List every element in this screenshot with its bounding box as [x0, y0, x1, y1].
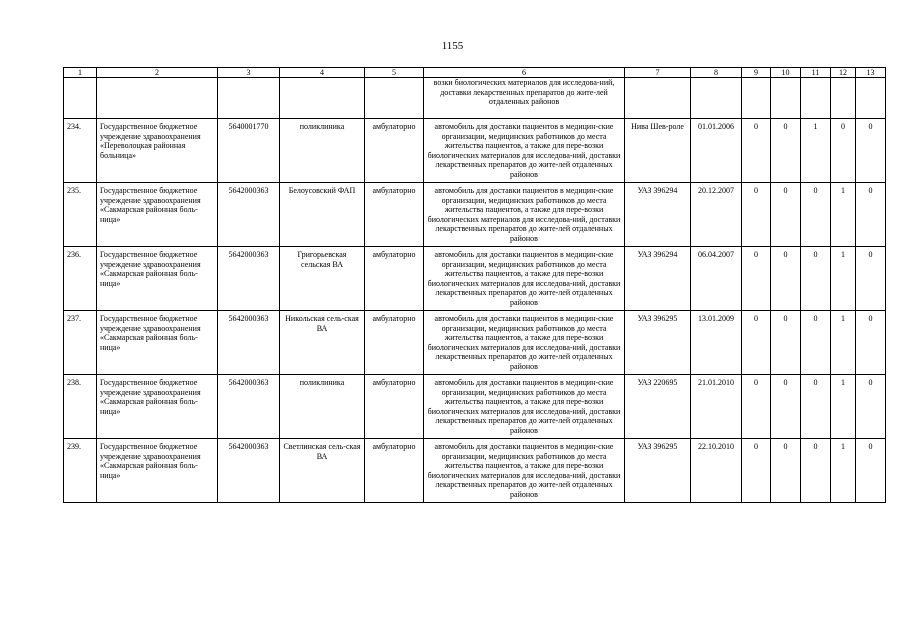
- column-header: 6: [424, 68, 625, 78]
- count-cell: 0: [856, 439, 886, 503]
- unit-cell: поликлиника: [280, 119, 365, 183]
- inn-cell: 5640001770: [218, 119, 280, 183]
- table-row: [64, 183, 886, 247]
- mode-cell: амбулаторно: [365, 375, 424, 439]
- vehicle-cell: УАЗ 396295: [625, 311, 691, 375]
- count-cell: 1: [831, 183, 856, 247]
- organization-cell: Государственное бюджетное учреждение здравоохранения «Сакмарская районная боль-ница»: [97, 375, 218, 439]
- mode-cell: амбулаторно: [365, 119, 424, 183]
- count-cell: 0: [801, 375, 831, 439]
- column-header: 5: [365, 68, 424, 78]
- purpose-cell: автомобиль для доставки пациентов в медицин-ские организации, медицинских работников до места жительства пациентов, а также для пере-возки биологических материалов для исследова-ний, доставки лекарственных препаратов до жите-лей отдаленных районов: [424, 247, 625, 311]
- unit-cell: Григорьевская сельская ВА: [280, 247, 365, 311]
- organization-cell: Государственное бюджетное учреждение здравоохранения «Сакмарская районная боль-ница»: [97, 311, 218, 375]
- organization-cell: Государственное бюджетное учреждение здравоохранения «Сакмарская районная боль-ница»: [97, 247, 218, 311]
- table-row: [64, 311, 886, 375]
- column-header: 3: [218, 68, 280, 78]
- date-cell: 06.04.2007: [691, 247, 742, 311]
- row-number-cell: 236.: [64, 247, 97, 311]
- vehicle-cell: УАЗ 396294: [625, 247, 691, 311]
- count-cell: 1: [831, 247, 856, 311]
- table-row: [64, 375, 886, 439]
- count-cell: 0: [742, 439, 771, 503]
- row-number-cell: 234.: [64, 119, 97, 183]
- mode-cell: амбулаторно: [365, 311, 424, 375]
- column-header: 11: [801, 68, 831, 78]
- count-cell: 0: [801, 311, 831, 375]
- count-cell: 0: [801, 183, 831, 247]
- mode-cell: амбулаторно: [365, 183, 424, 247]
- count-cell: 0: [771, 439, 801, 503]
- column-header: 4: [280, 68, 365, 78]
- count-cell: 0: [856, 183, 886, 247]
- column-header: 8: [691, 68, 742, 78]
- row-number-cell: 235.: [64, 183, 97, 247]
- column-header: 9: [742, 68, 771, 78]
- purpose-cell: автомобиль для доставки пациентов в медицин-ские организации, медицинских работников до места жительства пациентов, а также для пере-возки биологических материалов для исследова-ний, доставки лекарственных препаратов до жите-лей отдаленных районов: [424, 183, 625, 247]
- mode-cell: амбулаторно: [365, 247, 424, 311]
- row-number-cell: 237.: [64, 311, 97, 375]
- inn-cell: 5642000363: [218, 439, 280, 503]
- vehicle-cell: Нива Шев-роле: [625, 119, 691, 183]
- vehicle-cell: УАЗ 396295: [625, 439, 691, 503]
- count-cell: 0: [856, 311, 886, 375]
- inn-cell: 5642000363: [218, 247, 280, 311]
- unit-cell: Никольская сель-ская ВА: [280, 311, 365, 375]
- row-number-cell: 239.: [64, 439, 97, 503]
- inn-cell: 5642000363: [218, 375, 280, 439]
- purpose-cell: автомобиль для доставки пациентов в медицин-ские организации, медицинских работников до места жительства пациентов, а также для пере-возки биологических материалов для исследова-ний, доставки лекарственных препаратов до жите-лей отдаленных районов: [424, 439, 625, 503]
- column-header: 7: [625, 68, 691, 78]
- count-cell: 1: [831, 311, 856, 375]
- purpose-cell: возки биологических материалов для исследова-ний, доставки лекарственных препаратов до жите-лей отдаленных районов: [424, 78, 625, 119]
- organization-cell: Государственное бюджетное учреждение здравоохранения «Сакмарская районная боль-ница»: [97, 439, 218, 503]
- count-cell: 0: [771, 119, 801, 183]
- count-cell: 0: [771, 183, 801, 247]
- count-cell: 0: [856, 375, 886, 439]
- column-header: 2: [97, 68, 218, 78]
- count-cell: 0: [831, 119, 856, 183]
- column-header: 12: [831, 68, 856, 78]
- organization-cell: Государственное бюджетное учреждение здравоохранения «Переволоцкая районная больница»: [97, 119, 218, 183]
- count-cell: 0: [771, 247, 801, 311]
- count-cell: 0: [856, 119, 886, 183]
- count-cell: 0: [856, 247, 886, 311]
- date-cell: 22.10.2010: [691, 439, 742, 503]
- count-cell: 0: [742, 247, 771, 311]
- row-number-cell: 238.: [64, 375, 97, 439]
- purpose-cell: автомобиль для доставки пациентов в медицин-ские организации, медицинских работников до места жительства пациентов, а также для пере-возки биологических материалов для исследова-ний, доставки лекарственных препаратов до жите-лей отдаленных районов: [424, 375, 625, 439]
- count-cell: 1: [831, 439, 856, 503]
- count-cell: 0: [771, 311, 801, 375]
- table-row: [64, 247, 886, 311]
- count-cell: 0: [742, 311, 771, 375]
- count-cell: 0: [801, 439, 831, 503]
- continuation-row: [64, 78, 886, 119]
- unit-cell: поликлиника: [280, 375, 365, 439]
- count-cell: 0: [742, 119, 771, 183]
- inn-cell: 5642000363: [218, 311, 280, 375]
- date-cell: 13.01.2009: [691, 311, 742, 375]
- count-cell: 0: [742, 183, 771, 247]
- purpose-cell: автомобиль для доставки пациентов в медицин-ские организации, медицинских работников до места жительства пациентов, а также для пере-возки биологических материалов для исследова-ний, доставки лекарственных препаратов до жите-лей отдаленных районов: [424, 119, 625, 183]
- column-header: 1: [64, 68, 97, 78]
- purpose-cell: автомобиль для доставки пациентов в медицин-ские организации, медицинских работников до места жительства пациентов, а также для пере-возки биологических материалов для исследова-ний, доставки лекарственных препаратов до жите-лей отдаленных районов: [424, 311, 625, 375]
- vehicle-cell: УАЗ 396294: [625, 183, 691, 247]
- inn-cell: 5642000363: [218, 183, 280, 247]
- date-cell: 01.01.2006: [691, 119, 742, 183]
- column-header: 10: [771, 68, 801, 78]
- unit-cell: Светлинская сель-ская ВА: [280, 439, 365, 503]
- organization-cell: Государственное бюджетное учреждение здравоохранения «Сакмарская районная боль-ница»: [97, 183, 218, 247]
- header-row: [64, 68, 886, 78]
- vehicles-table: [63, 67, 886, 503]
- count-cell: 1: [831, 375, 856, 439]
- table-row: [64, 119, 886, 183]
- unit-cell: Белоусовский ФАП: [280, 183, 365, 247]
- count-cell: 0: [742, 375, 771, 439]
- vehicle-cell: УАЗ 220695: [625, 375, 691, 439]
- page-number: 1155: [441, 40, 464, 52]
- count-cell: 1: [801, 119, 831, 183]
- column-header: 13: [856, 68, 886, 78]
- count-cell: 0: [801, 247, 831, 311]
- count-cell: 0: [771, 375, 801, 439]
- date-cell: 20.12.2007: [691, 183, 742, 247]
- date-cell: 21.01.2010: [691, 375, 742, 439]
- mode-cell: амбулаторно: [365, 439, 424, 503]
- table-row: [64, 439, 886, 503]
